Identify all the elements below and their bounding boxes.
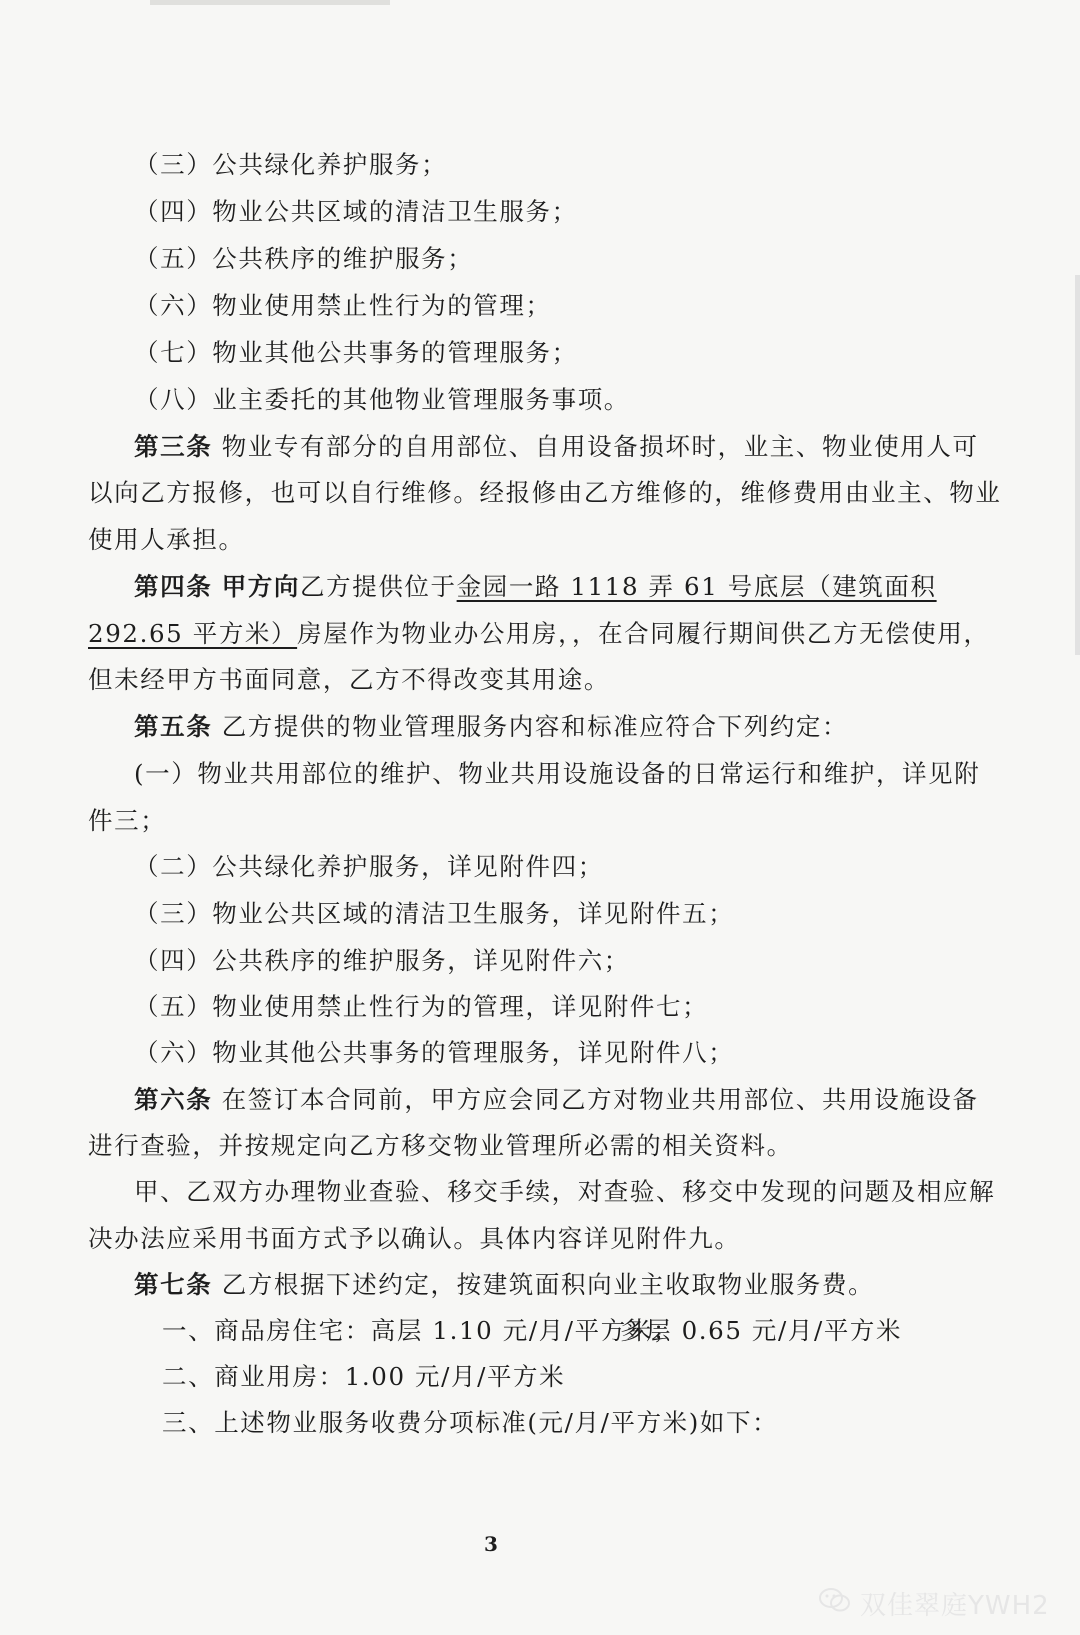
list-item: （七）物业其他公共事务的管理服务； <box>134 338 578 367</box>
article-4-line-3: 但未经甲方书面同意，乙方不得改变其用途。 <box>88 665 610 694</box>
article-6-line-3: 甲、乙双方办理物业查验、移交手续，对查验、移交中发现的问题及相应解 <box>134 1177 996 1206</box>
list-item: （五）物业使用禁止性行为的管理，详见附件七； <box>134 992 709 1021</box>
list-item: 件三； <box>88 806 167 835</box>
fee-breakdown-heading: 三、上述物业服务收费分项标准(元/月/平方米)如下： <box>162 1408 779 1437</box>
article-text: 乙方提供位于 <box>300 572 457 601</box>
article-4-line-2 <box>88 617 990 651</box>
article-label: 第七条 <box>134 1270 213 1299</box>
article-label: 第五条 <box>134 712 213 741</box>
article-label: 第三条 <box>134 432 213 461</box>
list-item: （三）公共绿化养护服务； <box>134 150 448 179</box>
list-item: （二）公共绿化养护服务，详见附件四； <box>134 852 604 881</box>
fee-multistory: 多层 0.65 元/月/平方米 <box>620 1316 903 1345</box>
scan-edge-shadow <box>1075 275 1080 655</box>
article-3-line-1 <box>134 430 979 464</box>
article-text: 乙方提供的物业管理服务内容和标准应符合下列约定： <box>221 712 849 741</box>
list-item: （四）物业公共区域的清洁卫生服务； <box>134 197 578 226</box>
fee-residential: 一、商品房住宅：高层 1.10 元/月/平方米； <box>162 1316 680 1345</box>
article-label: 第四条 <box>134 572 213 601</box>
article-4-line-1 <box>134 570 937 604</box>
article-6-line-1 <box>134 1083 979 1117</box>
office-area: 292.65 平方米） <box>88 619 298 648</box>
office-address: 金园一路 1118 弄 61 号底层（建筑面积 <box>456 572 937 601</box>
article-5-line-1 <box>134 710 848 744</box>
watermark <box>818 1585 1050 1622</box>
scan-edge-mark <box>150 0 390 5</box>
list-item: （五）公共秩序的维护服务； <box>134 244 474 273</box>
list-item: （三）物业公共区域的清洁卫生服务，详见附件五； <box>134 899 735 928</box>
article-text: 房屋作为物业办公用房，，在合同履行期间供乙方无偿使用， <box>297 619 990 648</box>
article-6-line-2: 进行查验，并按规定向乙方移交物业管理所必需的相关资料。 <box>88 1131 793 1160</box>
article-label: 第六条 <box>134 1085 213 1114</box>
watermark-text: 双佳翠庭YWH2 <box>860 1591 1050 1621</box>
article-3-line-2: 以向乙方报修，也可以自行维修。经报修由乙方维修的，维修费用由业主、物业 <box>88 478 1002 507</box>
article-6-line-4: 决办法应采用书面方式予以确认。具体内容详见附件九。 <box>88 1224 741 1253</box>
article-text: 乙方根据下述约定，按建筑面积向业主收取物业服务费。 <box>221 1270 875 1299</box>
list-item: （六）物业使用禁止性行为的管理； <box>134 291 552 320</box>
article-3-line-3: 使用人承担。 <box>88 525 245 554</box>
article-text: 物业专有部分的自用部位、自用设备损坏时，业主、物业使用人可 <box>221 432 979 461</box>
fee-commercial: 二、商业用房：1.00 元/月/平方米 <box>162 1362 566 1391</box>
list-item: （四）公共秩序的维护服务，详见附件六； <box>134 946 630 975</box>
article-text: 在签订本合同前，甲方应会同乙方对物业共用部位、共用设施设备 <box>221 1085 979 1114</box>
list-item: （六）物业其他公共事务的管理服务，详见附件八； <box>134 1038 735 1067</box>
article-text: 甲方向 <box>221 572 301 601</box>
article-7-line-1 <box>134 1268 874 1302</box>
page-number: 3 <box>484 1532 498 1556</box>
list-item: (一）物业共用部位的维护、物业共用设施设备的日常运行和维护，详见附 <box>134 759 981 788</box>
wechat-icon <box>818 1586 852 1621</box>
list-item: （八）业主委托的其他物业管理服务事项。 <box>134 385 630 414</box>
